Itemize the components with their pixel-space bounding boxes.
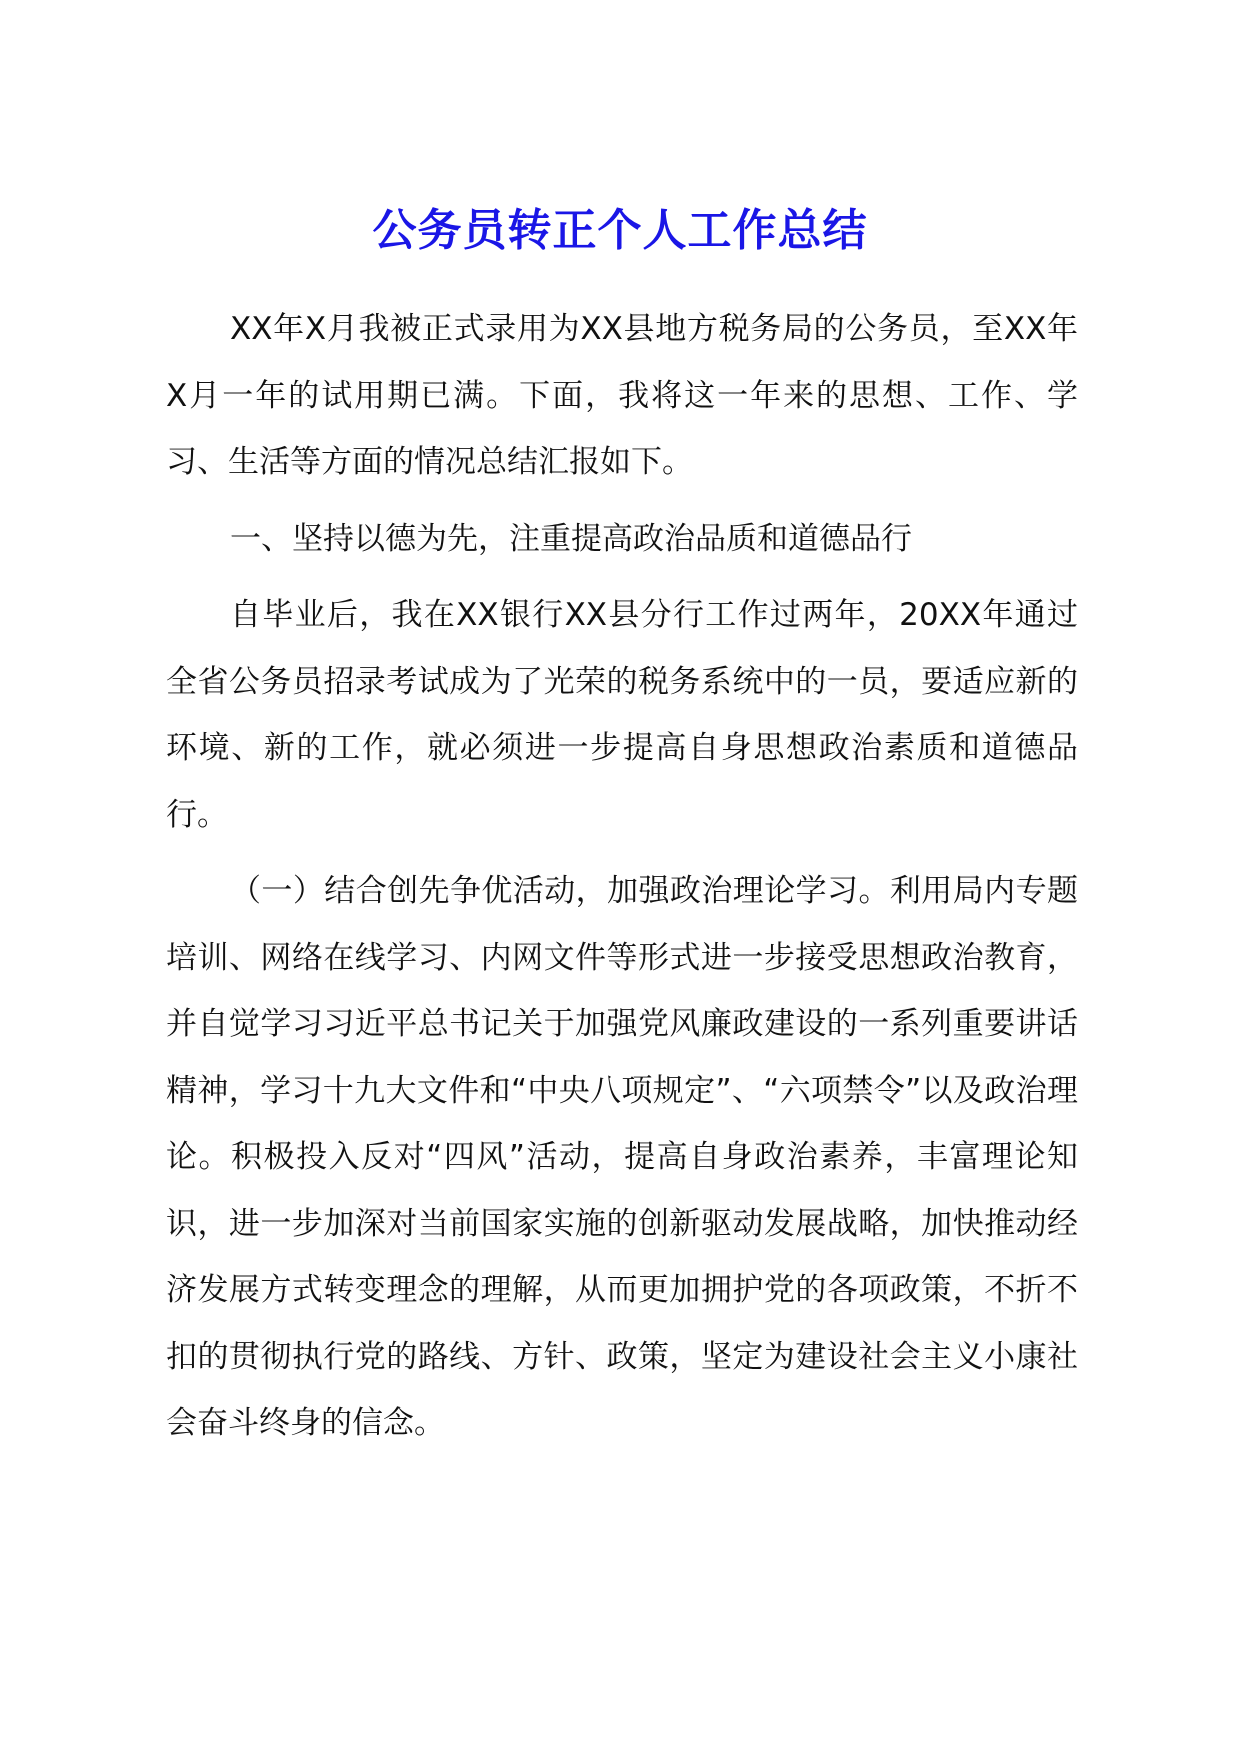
paragraph-background: 自毕业后，我在XX银行XX县分行工作过两年，20XX年通过全省公务员招录考试成为了光荣的税务系统中的一员，要适应新的环境、新的工作，就必须进一步提高自身思想政治素质和道德品行。 [166, 597, 1078, 833]
paragraph-subsection-1: （一）结合创先争优活动，加强政治理论学习。利用局内专题培训、网络在线学习、内网文件等形式进一步接受思想政治教育，并自觉学习习近平总书记关于加强党风廉政建设的一系列重要讲话精神，学习十九大文件和“中央八项规定”、“六项禁令”以及政治理论。积极投入反对“四风”活动，提高自身政治素养，丰富理论知识，进一步加深对当前国家实施的创新驱动发展战略，加快推动经济发展方式转变理念的理解，从而更加拥护党的各项政策，不折不扣的贯彻执行党的路线、方针、政策，坚定为建设社会主义小康社会奋斗终身的信念。 [166, 873, 1078, 1441]
document-body [166, 296, 1078, 1457]
paragraph-intro: XX年X月我被正式录用为XX县地方税务局的公务员，至XX年X月一年的试用期已满。下面，我将这一年来的思想、工作、学习、生活等方面的情况总结汇报如下。 [166, 311, 1078, 480]
section-heading-1: 一、坚持以德为先，注重提高政治品质和道德品行 [230, 520, 912, 557]
document-title: 公务员转正个人工作总结 [372, 205, 868, 256]
